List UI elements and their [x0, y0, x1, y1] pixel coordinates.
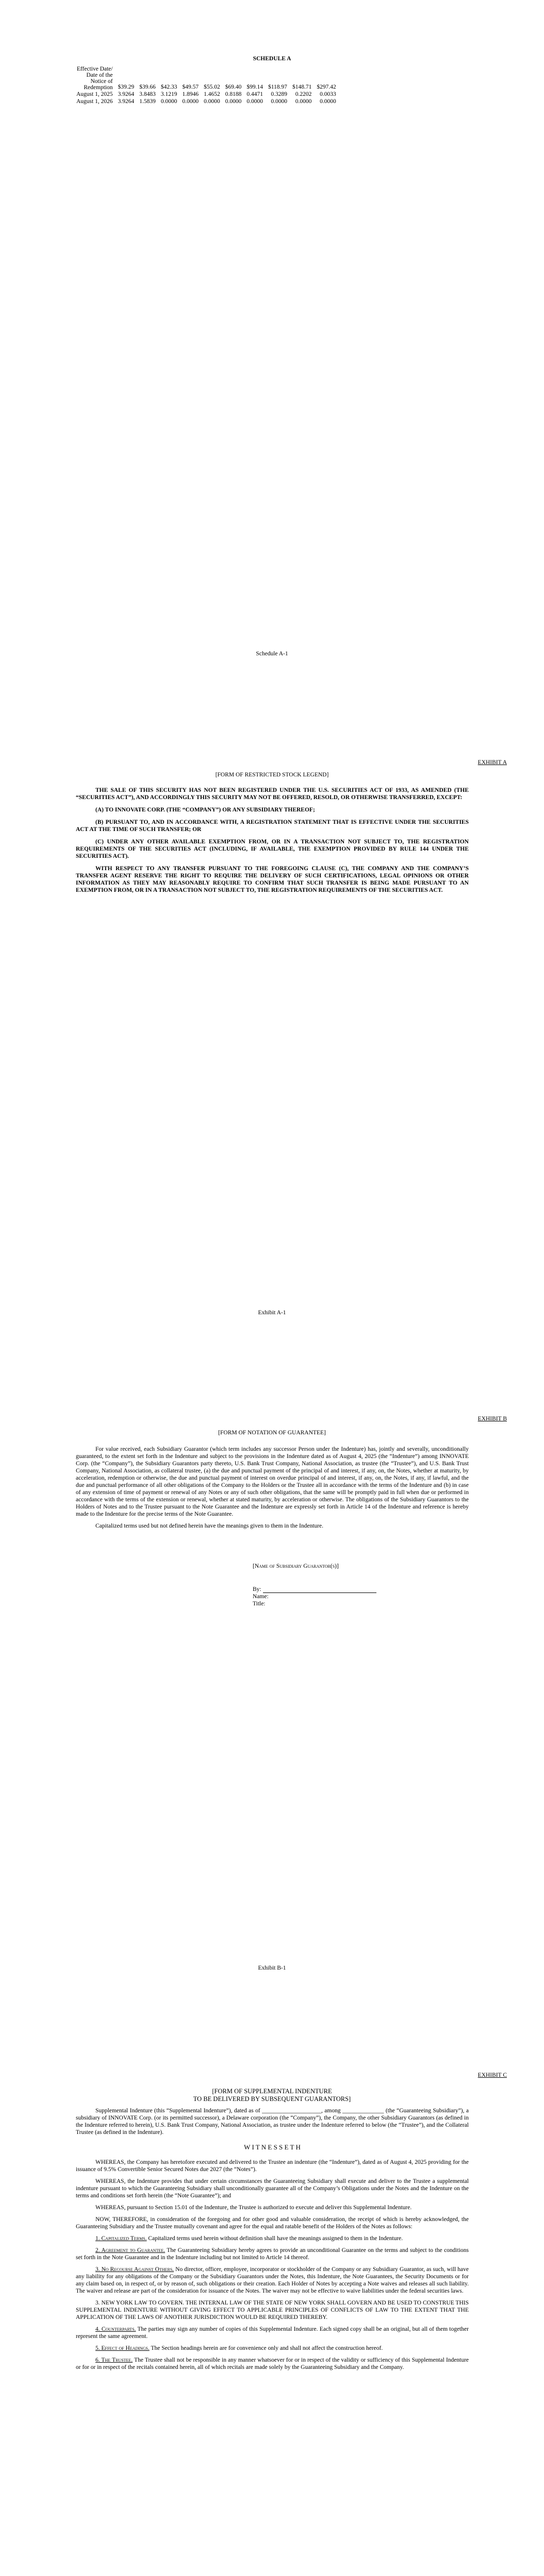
- exhibit-a-title: [FORM OF RESTRICTED STOCK LEGEND]: [215, 772, 329, 778]
- exhibit-b-title: [FORM OF NOTATION OF GUARANTEE]: [218, 1430, 326, 1436]
- section-paragraph: [76, 2326, 469, 2340]
- guarantee-paragraph: For value received, each Subsidiary Guarantor (which term includes any successor Person under the Indenture) has, jointly and severally, unconditionally guaranteed, to the extent set forth in the Indenture and subject to the provisions in the Indenture dated as of August 4, 2025 (the “Indenture”) among INNOVATE Corp. (the “Company”), the Subsidiary Guarantors party thereto, U.S. Bank Trust Company, National Association, as trustee (the “Trustee”), and U.S. Bank Trust Company, National Association, as collateral trustee, (a) the due and punctual payment of the principal of and interest, if any, on, the Notes, whether at maturity, by acceleration, redemption or otherwise, the due and punctual payment of interest on overdue principal of and interest, if any, on, the Notes, if any, if lawful, and the due and punctual performance of all other obligations of the Company to the Holders or the Trustee all in accordance with the terms of the Indenture and (b) in case of any extension of time of payment or renewal of any Notes or any of such other obligations, that the same will be promptly paid in full when due or performed in accordance with the terms of the extension or renewal, whether at stated maturity, by acceleration or otherwise. The obligations of the Subsidiary Guarantors to the Holders of Notes and to the Trustee pursuant to the Note Guarantee and the Indenture are expressly set forth in Article 14 of the Indenture and reference is hereby made to the Indenture for the precise terms of the Note Guarantee.: [76, 1446, 469, 1518]
- table-cell: 0.3289: [271, 91, 287, 98]
- table-cell: 0.0000: [204, 98, 220, 105]
- intro-paragraph: Supplemental Indenture (this “Supplemental Indenture”), dated as of ____________________, among ______________ (the “Guaranteeing Subsidiary”), a subsidiary of INNOVATE Corp. (or its permitted successor), a Delaware corporation (the “Company”), the Company, the other Subsidiary Guarantors (as defined in the Indenture referred to herein), U.S. Bank Trust Company, National Association, as trustee under the Indenture referred to below (the “Trustee”), and the Collateral Trustee (as defined in the Indenture).: [76, 2108, 469, 2136]
- stock-price-cell: $42.33: [160, 84, 177, 91]
- stock-price-cell: $55.02: [204, 84, 220, 91]
- section-paragraph: [76, 2266, 469, 2295]
- exhibit-c-title: [0, 2088, 544, 2104]
- table-cell: 0.0033: [320, 91, 336, 98]
- witnesseth-heading: W I T N E S S E T H: [244, 2143, 301, 2151]
- signature-line: [263, 1587, 376, 1593]
- page-footer: Schedule A-1: [256, 651, 288, 657]
- stock-price-cell: $39.29: [118, 84, 135, 91]
- page-footer: Exhibit B-1: [258, 1965, 286, 1971]
- table-cell: 0.4471: [246, 91, 263, 98]
- schedule-title: SCHEDULE A: [253, 56, 291, 62]
- section-heading: 5. Effect of Headings.: [95, 2345, 150, 2352]
- table-cell: 0.0000: [182, 98, 199, 105]
- table-row: [74, 91, 339, 98]
- page-footer: Exhibit A-1: [258, 1310, 286, 1316]
- section-heading: 3. No Recourse Against Others.: [95, 2266, 174, 2273]
- now-therefore-paragraph: NOW, THEREFORE, in consideration of the foregoing and for other good and valuable consideration, the receipt of which is hereby acknowledged, the Guaranteeing Subsidiary and the Trustee mutually covenant and agree for the equal and ratable benefit of the Holders of the Notes as follows:: [76, 2216, 469, 2230]
- whereas-paragraph: WHEREAS, pursuant to Section 15.01 of the Indenture, the Trustee is authorized to execute and deliver this Supplemental Indenture.: [95, 2205, 412, 2211]
- section-paragraph: [76, 2357, 469, 2371]
- whereas-paragraph: WHEREAS, the Company has heretofore executed and delivered to the Trustee an indenture (the “Indenture”), dated as of August 4, 2025 providing for the issuance of 9.5% Convertible Senior Secured Notes due 2027 (the “Notes”).: [76, 2159, 469, 2173]
- section-paragraph: [76, 2247, 469, 2261]
- stock-price-cell: $39.66: [139, 84, 156, 91]
- exhibit-c-title-line-2: TO BE DELIVERED BY SUBSEQUENT GUARANTORS]: [193, 2095, 351, 2103]
- section-heading: 2. Agreement to Guarantee.: [95, 2247, 166, 2254]
- section-paragraph: [76, 2345, 469, 2352]
- table-cell: 0.0000: [246, 98, 263, 105]
- title-label: Title:: [253, 1601, 266, 1607]
- section-heading: 6. The Trustee.: [95, 2357, 133, 2364]
- stock-price-cell: $118.97: [268, 84, 287, 91]
- guarantee-paragraph: Capitalized terms used but not defined herein have the meanings given to them in the Indenture.: [95, 1523, 323, 1530]
- stock-price-cell: $148.71: [292, 84, 312, 91]
- stock-price-cell: $297.42: [317, 84, 336, 91]
- section-heading: 4. Counterparts.: [95, 2326, 136, 2333]
- table-cell: 0.0000: [225, 98, 242, 105]
- header-label-line: Redemption: [84, 84, 113, 91]
- table-cell: 1.5839: [139, 98, 156, 105]
- restricted-stock-legend: [76, 787, 469, 899]
- section-text: Capitalized terms used herein without definition shall have the meanings assigned to them in the Indenture.: [148, 2235, 403, 2242]
- table-cell: 3.8483: [139, 91, 156, 98]
- table-cell: 1.8946: [182, 91, 199, 98]
- make-whole-table: [74, 66, 339, 105]
- table-cell: 0.0000: [271, 98, 287, 105]
- by-line: [253, 1586, 376, 1593]
- section-text: 3. NEW YORK LAW TO GOVERN. THE INTERNAL LAW OF THE STATE OF NEW YORK SHALL GOVERN AND BE USED TO CONSTRUE THIS SUPPLEMENTAL INDENTURE WITHOUT GIVING EFFECT TO APPLICABLE PRINCIPLES OF CONFLICTS OF LAW TO THE EXTENT THAT THE APPLICATION OF THE LAWS OF ANOTHER JURISDICTION WOULD BE REQUIRED THEREBY.: [76, 2300, 469, 2321]
- table-cell: 0.0000: [320, 98, 336, 105]
- table-cell: 1.4652: [204, 91, 220, 98]
- table-cell: 0.0000: [295, 98, 312, 105]
- section-text: No director, officer, employee, incorporator or stockholder of the Company or any Subsidiary Guarantor, as such, will have any liability for any obligations of the Company or the Subsidiary Guarantors under the Notes, this Indenture, the Note Guarantees, the Security Documents or for any claim based on, in respect of, or by reason of, such obligations or their creation. Each Holder of Notes by accepting a Note waives and releases all such liability. The waiver and release are part of the consideration for issuance of the Notes. The waiver may not be effective to waive liabilities under the federal securities laws.: [76, 2266, 469, 2295]
- legend-paragraph: (C) UNDER ANY OTHER AVAILABLE EXEMPTION FROM, OR IN A TRANSACTION NOT SUBJECT TO, THE REGISTRATION REQUIREMENTS OF THE SECURITIES ACT (INCLUDING, IF AVAILABLE, THE EXEMPTION PROVIDED BY RULE 144 UNDER THE SECURITIES ACT).: [76, 839, 469, 860]
- section-text: The Trustee shall not be responsible in any manner whatsoever for or in respect of the validity or sufficiency of this Supplemental Indenture or for or in respect of the recitals contained herein, all of which recitals are made solely by the Guaranteeing Subsidiary and the Company.: [76, 2357, 469, 2371]
- header-label-line: Notice of: [90, 78, 113, 85]
- table-cell: 0.8188: [225, 91, 242, 98]
- exhibit-c-title-line-1: [FORM OF SUPPLEMENTAL INDENTURE: [212, 2088, 332, 2095]
- section-paragraph: [76, 2235, 469, 2242]
- signature-block: [253, 1586, 376, 1607]
- table-header-label: [74, 66, 116, 91]
- row-date: August 1, 2025: [76, 91, 113, 98]
- notation-of-guarantee: [76, 1446, 469, 1534]
- table-cell: 0.0000: [160, 98, 177, 105]
- table-cell: 3.9264: [118, 98, 135, 105]
- section-text: The Section headings herein are for convenience only and shall not affect the construction hereof.: [151, 2345, 383, 2352]
- section-text: The parties may sign any number of copies of this Supplemental Indenture. Each signed copy shall be an original, but all of them together represent the same agreement.: [76, 2326, 469, 2340]
- legend-paragraph: (A) TO INNOVATE CORP. (THE “COMPANY”) OR ANY SUBSIDIARY THEREOF;: [95, 807, 315, 814]
- table-cell: 3.9264: [118, 91, 135, 98]
- name-label: Name:: [253, 1594, 269, 1600]
- exhibit-a-label: EXHIBIT A: [477, 759, 507, 766]
- table-row: [74, 98, 339, 105]
- legend-paragraph: THE SALE OF THIS SECURITY HAS NOT BEEN REGISTERED UNDER THE U.S. SECURITIES ACT OF 1933, AS AMENDED (THE “SECURITIES ACT”), AND ACCORDINGLY THIS SECURITY MAY NOT BE OFFERED, RESOLD, OR OTHERWISE TRANSFERRED, EXCEPT:: [76, 787, 469, 801]
- table-cell: 0.2202: [295, 91, 312, 98]
- row-date: August 1, 2026: [76, 98, 113, 105]
- header-label-line: Date of the: [86, 72, 113, 79]
- section-heading: 1. Capitalized Terms.: [95, 2235, 147, 2242]
- supplemental-indenture: [76, 2107, 469, 2376]
- header-label-line: Effective Date/: [76, 66, 113, 72]
- stock-price-cell: $99.14: [246, 84, 263, 91]
- section-paragraph: [76, 2299, 469, 2321]
- by-label: By:: [253, 1586, 261, 1592]
- legend-paragraph: (B) PURSUANT TO, AND IN ACCORDANCE WITH, A REGISTRATION STATEMENT THAT IS EFFECTIVE UNDER THE SECURITIES ACT AT THE TIME OF SUCH TRANSFER; OR: [76, 819, 469, 833]
- stock-price-cell: $69.40: [225, 84, 242, 91]
- table-cell: 3.1219: [160, 91, 177, 98]
- guarantor-name: [Name of Subsidiary Guarantor(s)]: [253, 1563, 339, 1569]
- legend-paragraph: WITH RESPECT TO ANY TRANSFER PURSUANT TO THE FOREGOING CLAUSE (C), THE COMPANY AND THE COMPANY’S TRANSFER AGENT RESERVE THE RIGHT TO REQUIRE THE DELIVERY OF SUCH CERTIFICATIONS, LEGAL OPINIONS OR OTHER INFORMATION AS THEY MAY REASONABLY REQUIRE TO CONFIRM THAT SUCH TRANSFER IS BEING MADE PURSUANT TO AN EXEMPTION FROM, OR IN A TRANSACTION NOT SUBJECT TO, THE REGISTRATION REQUIREMENTS OF THE SECURITIES ACT.: [76, 866, 469, 894]
- stock-price-cell: $49.57: [182, 84, 199, 91]
- section-text: The Guaranteeing Subsidiary hereby agrees to provide an unconditional Guarantee on the terms and subject to the conditions set forth in the Note Guarantee and in the Indenture including but not limited to Article 14 thereof.: [76, 2247, 469, 2261]
- exhibit-c-label: EXHIBIT C: [477, 2072, 507, 2078]
- whereas-paragraph: WHEREAS, the Indenture provides that under certain circumstances the Guaranteeing Subsidiary shall execute and deliver to the Trustee a supplemental indenture pursuant to which the Guaranteeing Subsidiary shall unconditionally guarantee all of the Company’s Obligations under the Notes and the Indenture on the terms and conditions set forth herein (the “Note Guarantee”); and: [76, 2178, 469, 2199]
- exhibit-b-label: EXHIBIT B: [477, 1416, 507, 1422]
- table-header-row: [74, 66, 339, 91]
